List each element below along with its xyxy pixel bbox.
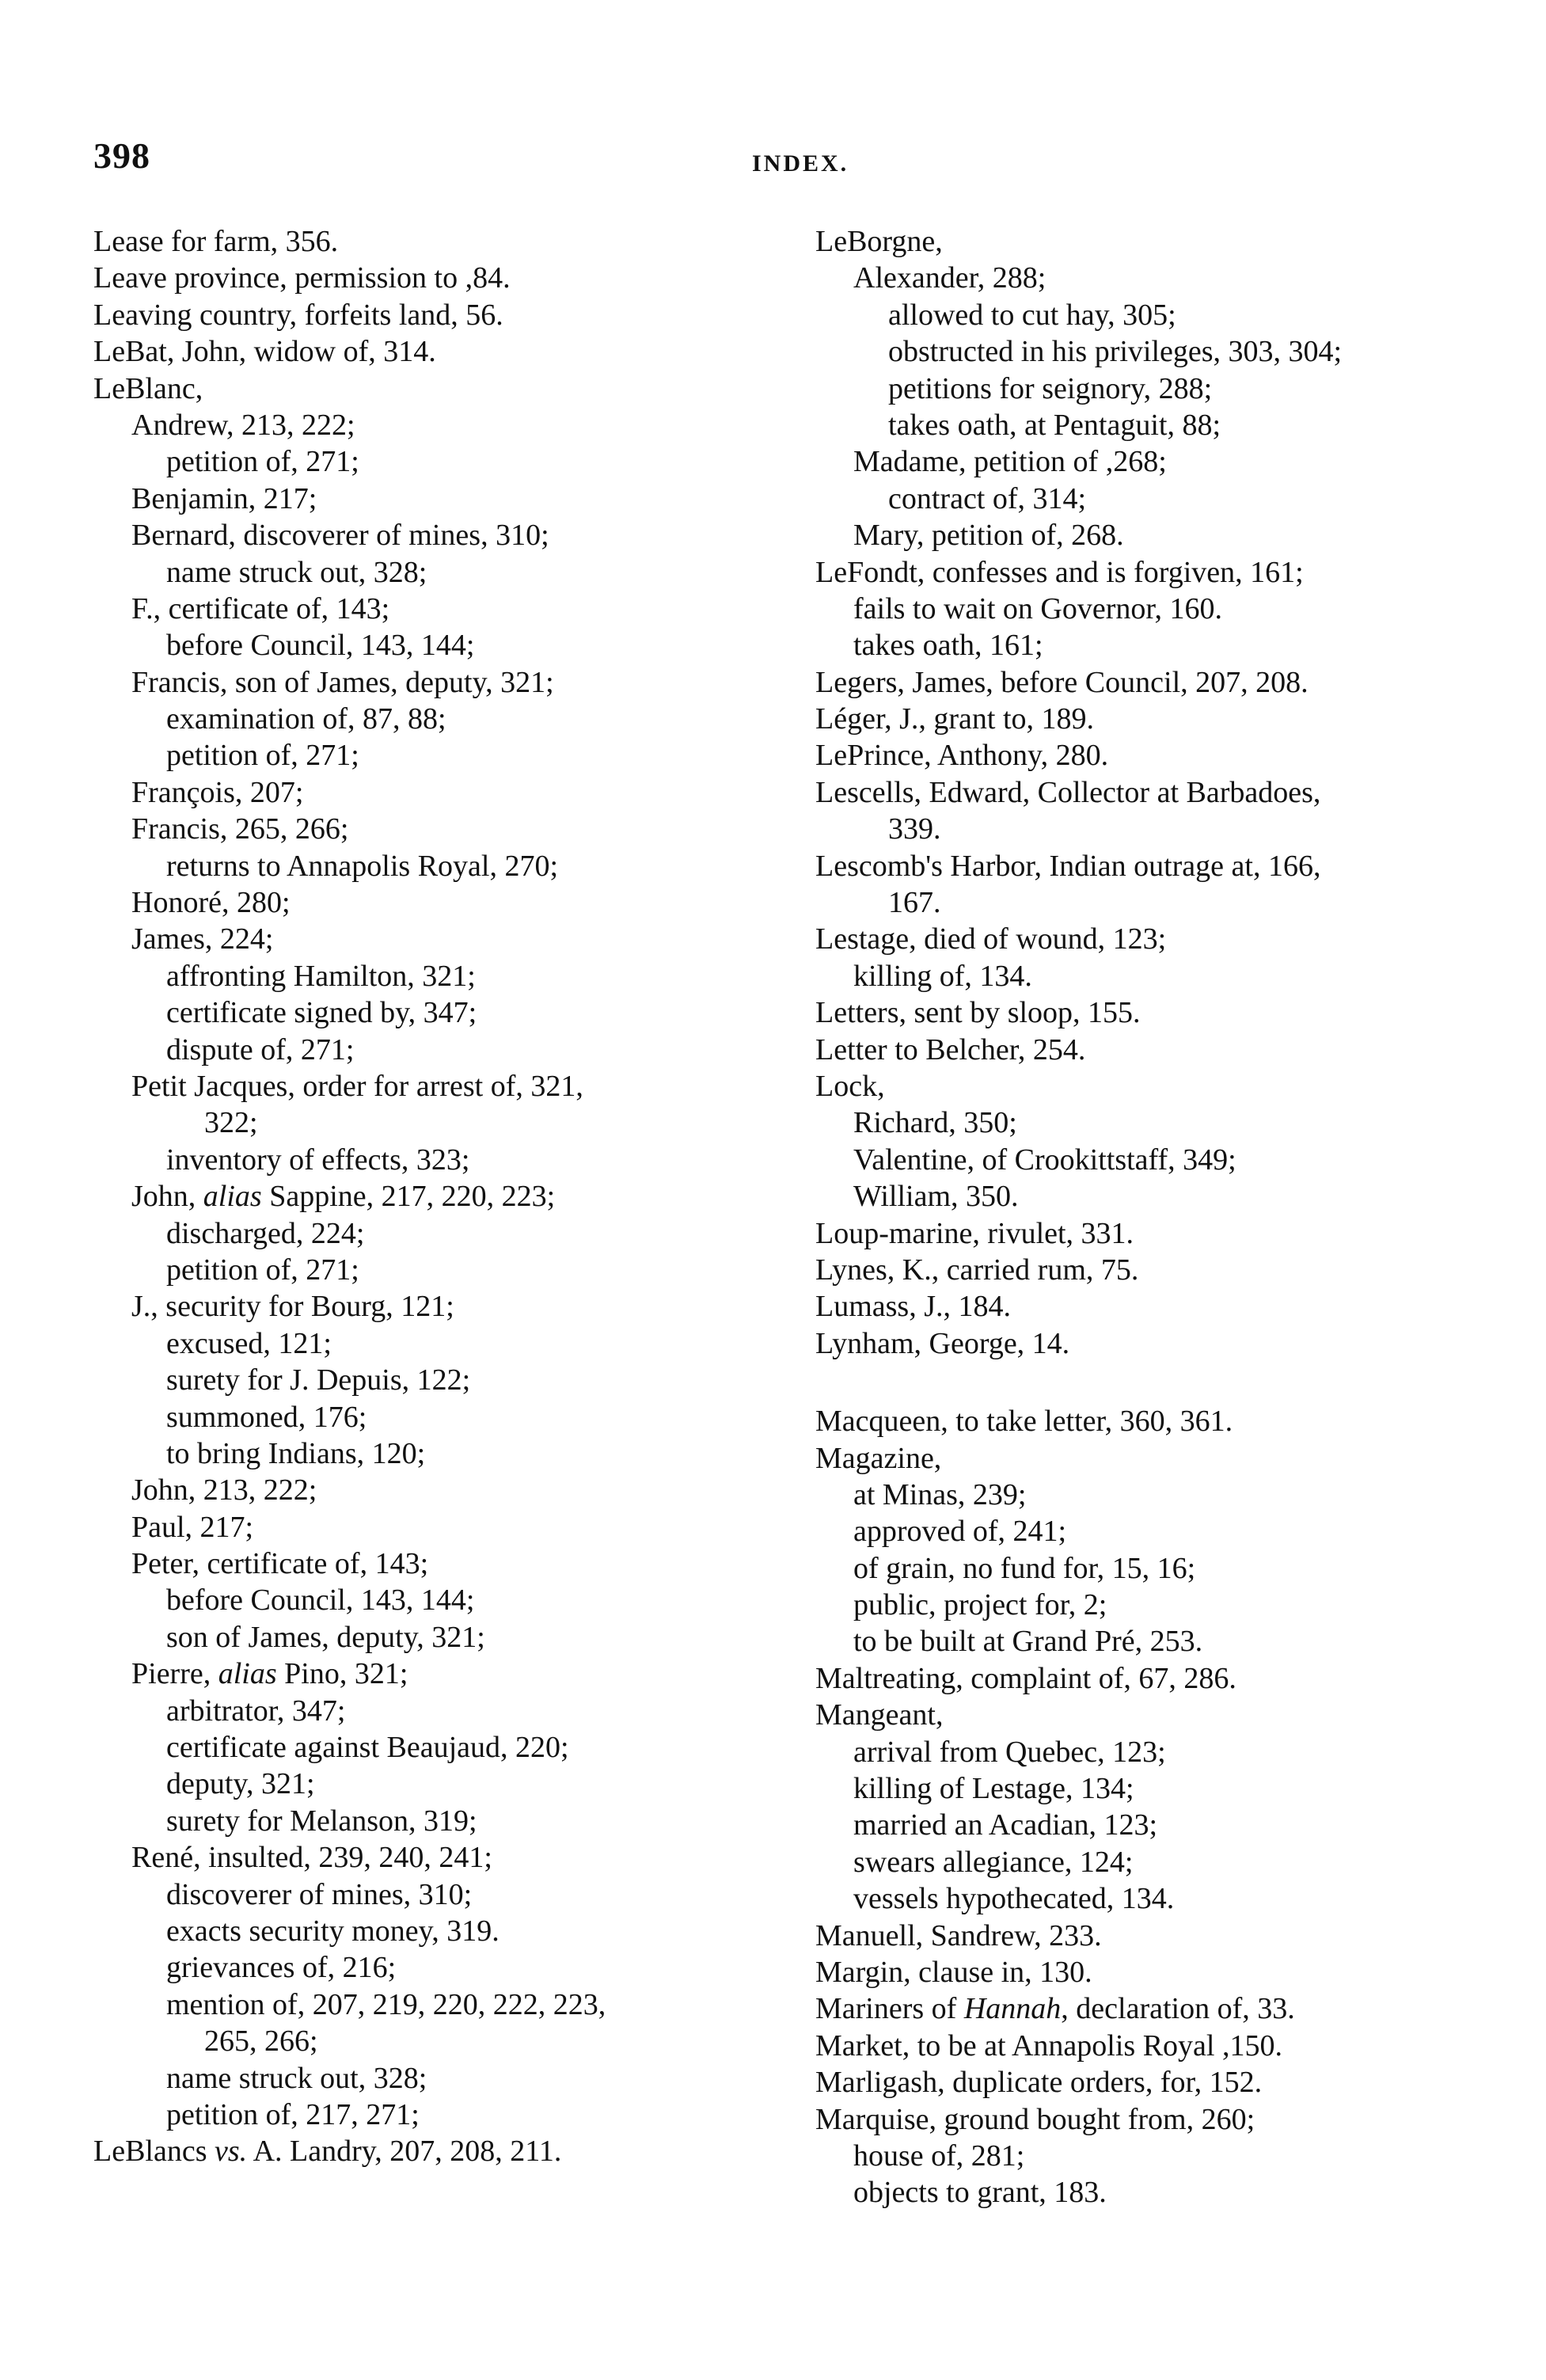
index-subentry: F., certificate of, 143; — [131, 591, 390, 625]
index-entry: Lescells, Edward, Collector at Barbadoes, — [815, 775, 1321, 809]
index-subentry: petitions for seignory, 288; — [888, 371, 1213, 405]
index-subentry: killing of, 134. — [853, 959, 1032, 993]
index-subentry: mention of, 207, 219, 220, 222, 223, — [166, 1987, 606, 2021]
index-entry: Letter to Belcher, 254. — [815, 1032, 1086, 1066]
index-subentry: before Council, 143, 144; — [166, 1583, 475, 1618]
index-subentry: of grain, no fund for, 15, 16; — [853, 1551, 1196, 1585]
index-subentry: certificate against Beaujaud, 220; — [166, 1731, 569, 1765]
index-entry: Market, to be at Annapolis Royal ,150. — [815, 2028, 1282, 2063]
index-subentry: Alexander, 288; — [853, 261, 1046, 295]
index-entry: Mangeant, — [815, 1698, 944, 1732]
index-subentry: surety for J. Depuis, 122; — [166, 1363, 471, 1397]
index-subentry: fails to wait on Governor, 160. — [853, 591, 1223, 625]
index-subentry: returns to Annapolis Royal, 270; — [166, 849, 559, 883]
index-entry: LeBorgne, — [815, 225, 943, 258]
index-subentry: killing of Lestage, 134; — [853, 1772, 1134, 1806]
index-subentry: John, alias Sappine, 217, 220, 223; — [131, 1180, 556, 1214]
index-subentry: 322; — [204, 1106, 258, 1140]
index-entry: LeBlancs vs. A. Landry, 207, 208, 211. — [93, 2135, 562, 2169]
index-subentry: Benjamin, 217; — [131, 481, 317, 515]
index-subentry: excused, 121; — [166, 1326, 332, 1360]
index-subentry: Petit Jacques, order for arrest of, 321, — [131, 1069, 583, 1103]
index-subentry: petition of, 271; — [166, 445, 359, 479]
index-subentry: son of James, deputy, 321; — [166, 1620, 485, 1654]
index-column-right — [815, 223, 1528, 2211]
index-subentry: James, 224; — [131, 922, 274, 956]
index-entry: Maltreating, complaint of, 67, 286. — [815, 1661, 1236, 1695]
index-entry: Mariners of Hannah, declaration of, 33. — [815, 1992, 1295, 2026]
index-subentry: swears allegiance, 124; — [853, 1845, 1134, 1879]
index-subentry: house of, 281; — [853, 2139, 1025, 2173]
index-subentry: deputy, 321; — [166, 1767, 315, 1801]
index-subentry: René, insulted, 239, 240, 241; — [131, 1841, 492, 1875]
index-entry: Lease for farm, 356. — [93, 225, 339, 258]
index-subentry: Honoré, 280; — [131, 886, 291, 920]
index-entry: Lynes, K., carried rum, 75. — [815, 1253, 1139, 1287]
index-subentry: grievances of, 216; — [166, 1951, 397, 1985]
index-subentry: William, 350. — [853, 1180, 1019, 1214]
index-subentry: allowed to cut hay, 305; — [888, 298, 1176, 332]
index-entry: Marligash, duplicate orders, for, 152. — [815, 2066, 1263, 2100]
index-entry: Lestage, died of wound, 123; — [815, 922, 1167, 956]
index-subentry: certificate signed by, 347; — [166, 996, 477, 1030]
index-subentry: Peter, certificate of, 143; — [131, 1547, 429, 1581]
index-subentry: name struck out, 328; — [166, 2061, 427, 2095]
index-subentry: J., security for Bourg, 121; — [131, 1290, 454, 1324]
index-subentry: Francis, 265, 266; — [131, 812, 349, 846]
index-subentry: summoned, 176; — [166, 1400, 367, 1434]
index-subentry: Richard, 350; — [853, 1106, 1017, 1140]
index-subentry: exacts security money, 319. — [166, 1914, 500, 1948]
index-subentry: Pierre, alias Pino, 321; — [131, 1657, 408, 1691]
index-subentry: petition of, 271; — [166, 739, 359, 773]
index-entry: Magazine, — [815, 1441, 942, 1475]
index-entry: Manuell, Sandrew, 233. — [815, 1918, 1102, 1952]
index-subentry: before Council, 143, 144; — [166, 629, 475, 663]
index-entry: Leave province, permission to ,84. — [93, 261, 511, 295]
index-entry: Margin, clause in, 130. — [815, 1955, 1092, 1989]
index-subentry: public, project for, 2; — [853, 1588, 1107, 1622]
index-subentry: married an Acadian, 123; — [853, 1808, 1158, 1842]
index-entry: Lescomb's Harbor, Indian outrage at, 166, — [815, 849, 1321, 883]
index-subentry: 339. — [888, 812, 941, 846]
index-subentry: approved of, 241; — [853, 1515, 1067, 1549]
index-subentry: 265, 266; — [204, 2025, 318, 2059]
index-subentry: inventory of effects, 323; — [166, 1142, 470, 1177]
index-subentry: petition of, 217, 271; — [166, 2097, 420, 2131]
index-entry — [815, 1362, 1528, 1403]
index-subentry: arbitrator, 347; — [166, 1694, 346, 1728]
index-subentry: Bernard, discoverer of mines, 310; — [131, 519, 549, 553]
page-number: 398 — [93, 135, 150, 176]
index-entry: Macqueen, to take letter, 360, 361. — [815, 1405, 1233, 1439]
index-subentry: contract of, 314; — [888, 481, 1087, 515]
index-entry: Loup-marine, rivulet, 331. — [815, 1216, 1134, 1250]
index-subentry: 167. — [888, 886, 941, 920]
index-subentry: Madame, petition of ,268; — [853, 445, 1167, 479]
index-entry: Lumass, J., 184. — [815, 1290, 1011, 1324]
index-subentry: takes oath, 161; — [853, 629, 1043, 663]
index-subentry: at Minas, 239; — [853, 1477, 1027, 1511]
index-entry: Legers, James, before Council, 207, 208. — [815, 665, 1309, 699]
index-subentry: to be built at Grand Pré, 253. — [853, 1625, 1203, 1659]
index-subentry: objects to grant, 183. — [853, 2176, 1107, 2210]
index-subentry: Andrew, 213, 222; — [131, 408, 355, 442]
index-entry: Marquise, ground bought from, 260; — [815, 2102, 1255, 2136]
index-subentry: discoverer of mines, 310; — [166, 1877, 473, 1911]
index-subentry: François, 207; — [131, 775, 304, 809]
index-subentry: obstructed in his privileges, 303, 304; — [888, 335, 1343, 369]
index-subentry: Valentine, of Crookittstaff, 349; — [853, 1142, 1236, 1177]
index-subentry: John, 213, 222; — [131, 1473, 317, 1507]
index-entry: Leaving country, forfeits land, 56. — [93, 298, 503, 332]
index-subentry: name struck out, 328; — [166, 555, 427, 589]
index-entry: LeFondt, confesses and is forgiven, 161; — [815, 555, 1304, 589]
index-entry: Lynham, George, 14. — [815, 1326, 1070, 1360]
index-subentry: discharged, 224; — [166, 1216, 365, 1250]
index-entry: LeBat, John, widow of, 314. — [93, 335, 436, 369]
index-subentry: petition of, 271; — [166, 1253, 359, 1287]
index-entry: Lock, — [815, 1069, 885, 1103]
index-subentry: dispute of, 271; — [166, 1032, 355, 1066]
index-entry: Letters, sent by sloop, 155. — [815, 996, 1141, 1030]
index-column-left — [93, 223, 790, 2170]
index-subentry: to bring Indians, 120; — [166, 1436, 426, 1470]
index-entry: Léger, J., grant to, 189. — [815, 702, 1095, 736]
index-subentry: surety for Melanson, 319; — [166, 1804, 477, 1838]
index-subentry: takes oath, at Pentaguit, 88; — [888, 408, 1221, 442]
index-subentry: examination of, 87, 88; — [166, 702, 446, 736]
running-head: INDEX. — [752, 150, 849, 177]
index-subentry: vessels hypothecated, 134. — [853, 1882, 1175, 1916]
index-entry: LeBlanc, — [93, 371, 203, 405]
index-subentry: Paul, 217; — [131, 1510, 254, 1544]
index-subentry: arrival from Quebec, 123; — [853, 1735, 1166, 1769]
index-subentry: Francis, son of James, deputy, 321; — [131, 665, 554, 699]
index-entry: LePrince, Anthony, 280. — [815, 739, 1109, 773]
index-subentry: Mary, petition of, 268. — [853, 519, 1124, 553]
index-subentry: affronting Hamilton, 321; — [166, 959, 476, 993]
